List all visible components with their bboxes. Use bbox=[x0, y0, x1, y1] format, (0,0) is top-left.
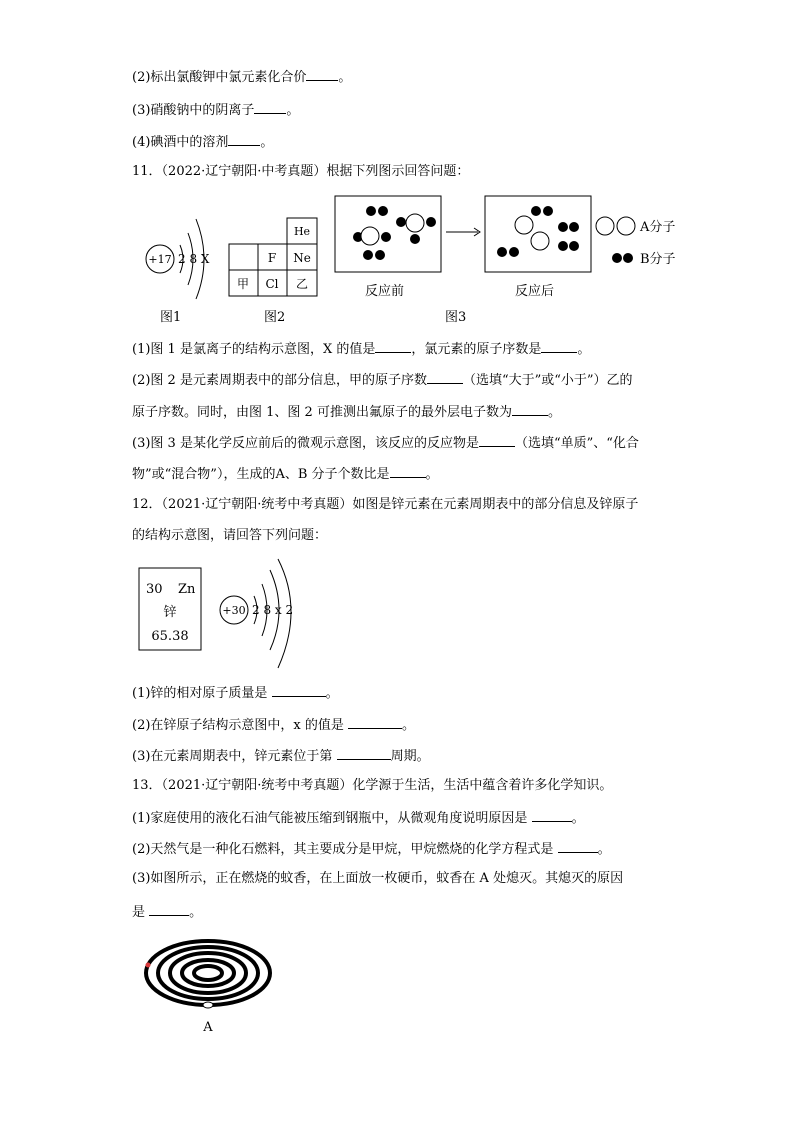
a-atom bbox=[406, 214, 424, 232]
q11-part2: (2)图 2 是元素周期表中的部分信息，甲的原子序数 （选填“大于”或“小于”）乙的 bbox=[132, 373, 633, 388]
coin bbox=[203, 1002, 213, 1008]
fig2-periodic-fragment bbox=[228, 217, 320, 297]
answer-blank[interactable] bbox=[149, 903, 189, 916]
zinc-diagram bbox=[138, 558, 308, 674]
answer-blank[interactable] bbox=[228, 133, 260, 146]
q13-part3-cont: 是 。 bbox=[132, 905, 203, 920]
point-a-label: A bbox=[203, 1020, 213, 1035]
burning-tip bbox=[146, 963, 151, 968]
q13-part3: (3)如图所示，正在燃烧的蚊香，在上面放一枚硬币，蚊香在 A 处熄灭。其熄灭的原因 bbox=[132, 871, 624, 886]
cell-he: He bbox=[293, 225, 311, 238]
answer-blank[interactable] bbox=[254, 101, 286, 114]
b-atom bbox=[558, 222, 568, 232]
answer-blank[interactable] bbox=[558, 840, 598, 853]
b-atom bbox=[378, 206, 388, 216]
coil-ring-5 bbox=[194, 966, 222, 980]
answer-blank[interactable] bbox=[532, 809, 572, 822]
zinc-electron-counts: 2 8 x 2 bbox=[252, 603, 294, 617]
b-atom bbox=[558, 241, 568, 251]
fig2-caption: 图2 bbox=[264, 310, 286, 325]
zinc-name: 锌 bbox=[163, 605, 177, 620]
q12-part3: (3)在元素周期表中，锌元素位于第 周期。 bbox=[132, 749, 430, 764]
b-atom bbox=[410, 234, 420, 244]
b-atom bbox=[375, 250, 385, 260]
answer-blank[interactable] bbox=[479, 434, 515, 447]
b-atom bbox=[366, 206, 376, 216]
b-atom bbox=[363, 250, 373, 260]
coil-ring-4 bbox=[182, 960, 234, 986]
q10-part3: (3)硝酸钠中的阴离子 。 bbox=[132, 103, 300, 118]
electron-counts: 2 8 X bbox=[178, 252, 210, 266]
zinc-nucleus-label: +30 bbox=[222, 604, 246, 617]
answer-blank[interactable] bbox=[512, 403, 548, 416]
q13-title: 13．（2021·辽宁朝阳·统考中考真题）化学源于生活，生活中蕴含着许多化学知识。 bbox=[132, 778, 613, 793]
q11-part3-cont: 物”或“混合物”），生成的A、B 分子个数比是 。 bbox=[132, 467, 439, 482]
q10-part2: (2)标出氯酸钾中氯元素化合价 。 bbox=[132, 70, 352, 85]
q12-part2: (2)在锌原子结构示意图中，x 的值是 。 bbox=[132, 718, 416, 733]
q13-part2: (2)天然气是一种化石燃料，其主要成分是甲烷，甲烷燃烧的化学方程式是 。 bbox=[132, 842, 611, 857]
cell-cl: Cl bbox=[265, 277, 279, 291]
cell-ne: Ne bbox=[293, 251, 311, 265]
cell-jia: 甲 bbox=[236, 277, 250, 291]
q11-part2-cont: 原子序数。同时，由图 1、图 2 可推测出氟原子的最外层电子数为 。 bbox=[132, 405, 561, 420]
mosquito-coil-figure bbox=[140, 935, 280, 1037]
legend-b-atom bbox=[612, 253, 622, 263]
b-atom bbox=[509, 247, 519, 257]
q11-title: 11．（2022·辽宁朝阳·中考真题）根据下列图示回答问题： bbox=[132, 164, 470, 179]
b-atom bbox=[531, 206, 541, 216]
answer-blank[interactable] bbox=[390, 465, 426, 478]
b-atom bbox=[381, 232, 391, 242]
b-atom bbox=[396, 217, 406, 227]
fig3-reaction-diagram bbox=[334, 195, 694, 277]
legend-b-label: B分子 bbox=[640, 252, 676, 267]
q11-part1: (1)图 1 是氯离子的结构示意图，X 的值是 ，氯元素的原子序数是 。 bbox=[132, 342, 591, 357]
after-caption: 反应后 bbox=[515, 284, 555, 299]
answer-blank[interactable] bbox=[272, 684, 326, 697]
zinc-mass: 65.38 bbox=[151, 629, 189, 644]
legend-b-atom bbox=[623, 253, 633, 263]
zinc-symbol: Zn bbox=[178, 582, 196, 597]
a-atom bbox=[361, 227, 379, 245]
cell-yi: 乙 bbox=[295, 277, 309, 291]
a-atom bbox=[531, 232, 549, 250]
q12-title: 12．（2021·辽宁朝阳·统考中考真题）如图是锌元素在元素周期表中的部分信息及锌原子 bbox=[132, 497, 639, 512]
fig1-caption: 图1 bbox=[160, 310, 182, 325]
b-atom bbox=[569, 222, 579, 232]
b-atom bbox=[569, 241, 579, 251]
fig1-chloride-diagram bbox=[140, 205, 220, 301]
b-atom bbox=[543, 206, 553, 216]
a-atom bbox=[515, 216, 533, 234]
b-atom bbox=[426, 217, 436, 227]
q12-part1: (1)锌的相对原子质量是 。 bbox=[132, 686, 339, 701]
zinc-atomic-number: 30 bbox=[146, 582, 163, 597]
cell-f: F bbox=[267, 251, 277, 265]
before-caption: 反应前 bbox=[365, 284, 405, 299]
fig3-caption: 图3 bbox=[445, 310, 467, 325]
answer-blank[interactable] bbox=[427, 371, 463, 384]
answer-blank[interactable] bbox=[375, 340, 411, 353]
coil-ring-1 bbox=[146, 941, 270, 1005]
nucleus-label: +17 bbox=[148, 253, 172, 266]
answer-blank[interactable] bbox=[541, 340, 577, 353]
b-atom bbox=[497, 247, 507, 257]
answer-blank[interactable] bbox=[337, 747, 391, 760]
answer-blank[interactable] bbox=[348, 716, 402, 729]
legend-a-atom bbox=[596, 217, 614, 235]
q10-part4: (4)碘酒中的溶剂 。 bbox=[132, 135, 274, 150]
q13-part1: (1)家庭使用的液化石油气能被压缩到钢瓶中，从微观角度说明原因是 。 bbox=[132, 811, 585, 826]
answer-blank[interactable] bbox=[306, 68, 338, 81]
q12-title-cont: 的结构示意图，请回答下列问题： bbox=[132, 528, 328, 543]
q11-part3: (3)图 3 是某化学反应前后的微观示意图，该反应的反应物是 （选填“单质”、“化合 bbox=[132, 436, 639, 451]
legend-a-atom bbox=[617, 217, 635, 235]
legend-a-label: A分子 bbox=[640, 220, 676, 235]
